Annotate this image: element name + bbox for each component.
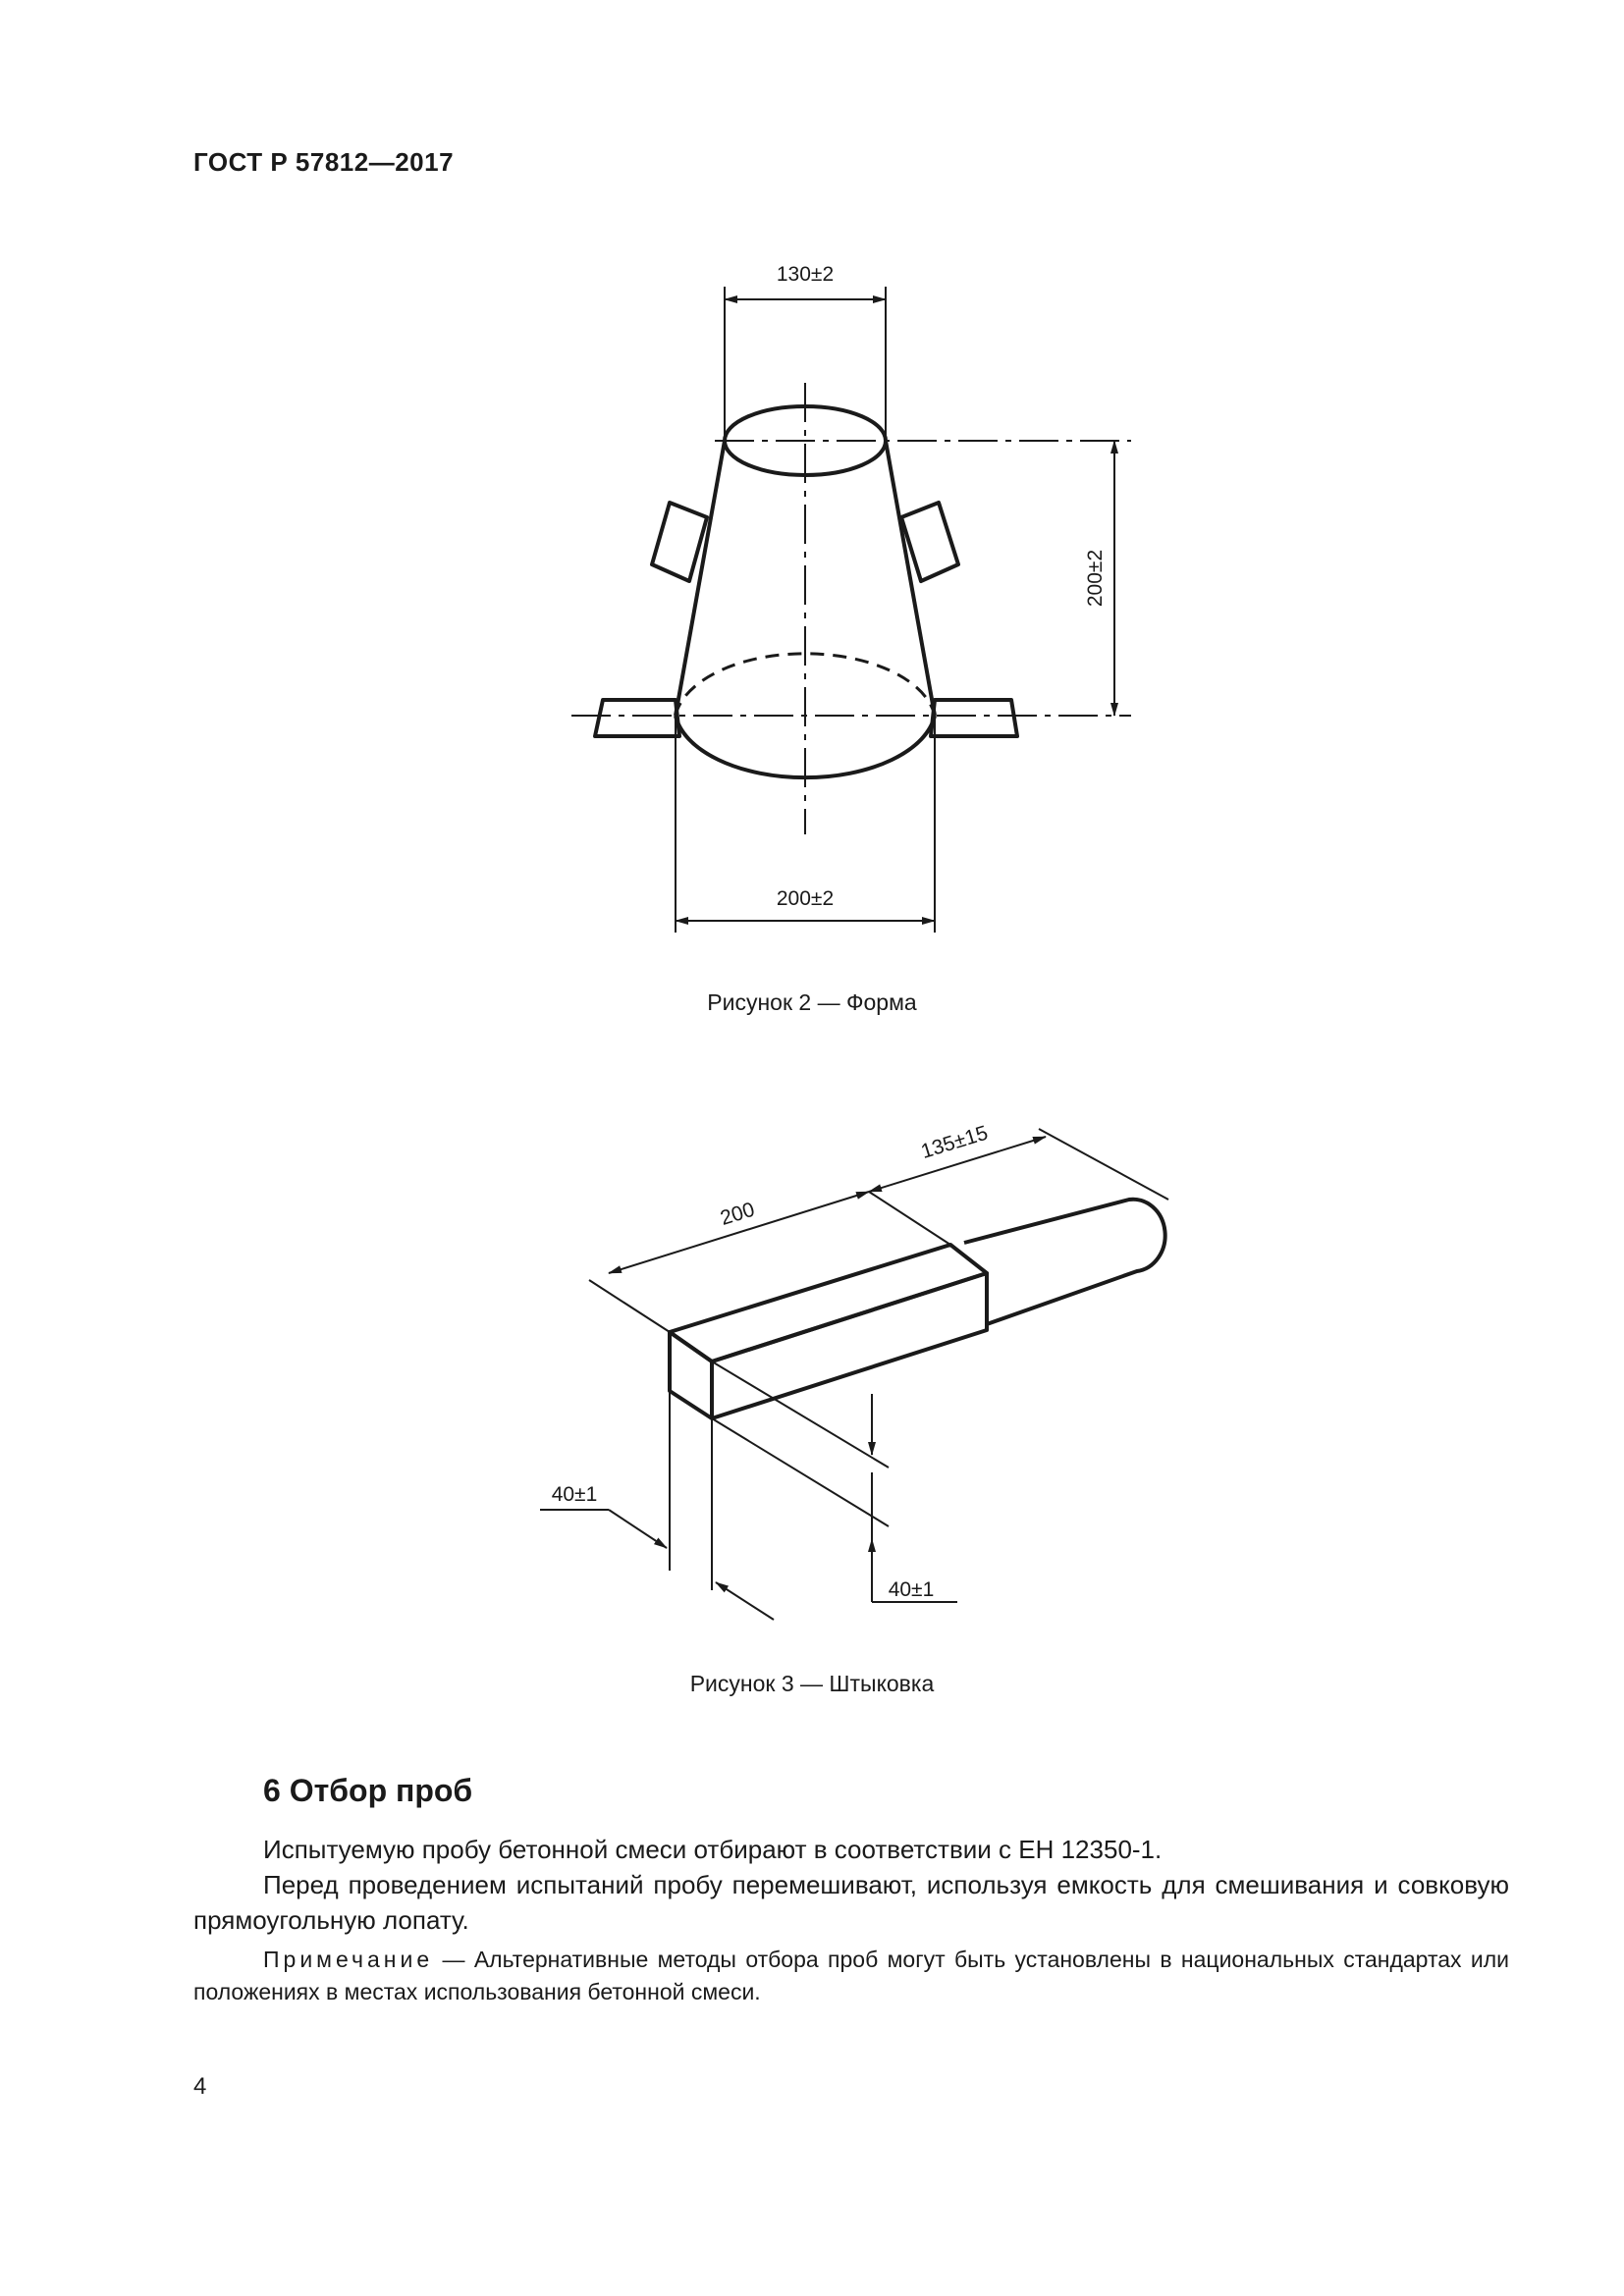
note-label: Примечание	[263, 1947, 434, 1972]
section-heading: 6 Отбор проб	[263, 1773, 473, 1808]
left-handle	[652, 503, 707, 581]
dim-bottom-diameter: 200±2	[776, 887, 835, 910]
figure-2-caption: Рисунок 2 — Форма	[707, 989, 917, 1015]
dim-rod-width-left: 40±1	[551, 1483, 598, 1506]
dim-top-diameter: 130±2	[776, 263, 835, 286]
right-foot-rest	[931, 700, 1017, 736]
figure-3-tamping-rod	[540, 1129, 1168, 1620]
dim-rod-width-right: 40±1	[888, 1578, 935, 1601]
document-code: ГОСТ Р 57812—2017	[193, 147, 455, 177]
paragraph-1: Испытуемую пробу бетонной смеси отбирают в соответствии с ЕН 12350-1.	[263, 1835, 1163, 1864]
left-foot-rest	[595, 700, 679, 736]
page-number: 4	[193, 2073, 207, 2100]
dim-rod-handle-length: 135±15	[918, 1121, 991, 1164]
note	[193, 1944, 1509, 2008]
figure-2-cone-mould	[571, 287, 1131, 933]
rod-head-front	[670, 1332, 712, 1418]
note-text: — Альтернативные методы отбора проб могут быть установлены в национальных стандартах или положениях в местах использования бетонной смеси.	[193, 1947, 1509, 2004]
paragraph-2: Перед проведением испытаний пробу перемешивают, используя емкость для смешивания и совковую прямоугольную лопату.	[193, 1870, 1509, 1935]
dim-rod-length: 200	[717, 1198, 758, 1230]
section-body	[193, 1832, 1509, 1938]
rod-head-side	[712, 1273, 987, 1418]
rod-handle	[964, 1200, 1165, 1324]
dim-height: 200±2	[1084, 549, 1107, 608]
figure-3-caption: Рисунок 3 — Штыковка	[689, 1671, 935, 1696]
